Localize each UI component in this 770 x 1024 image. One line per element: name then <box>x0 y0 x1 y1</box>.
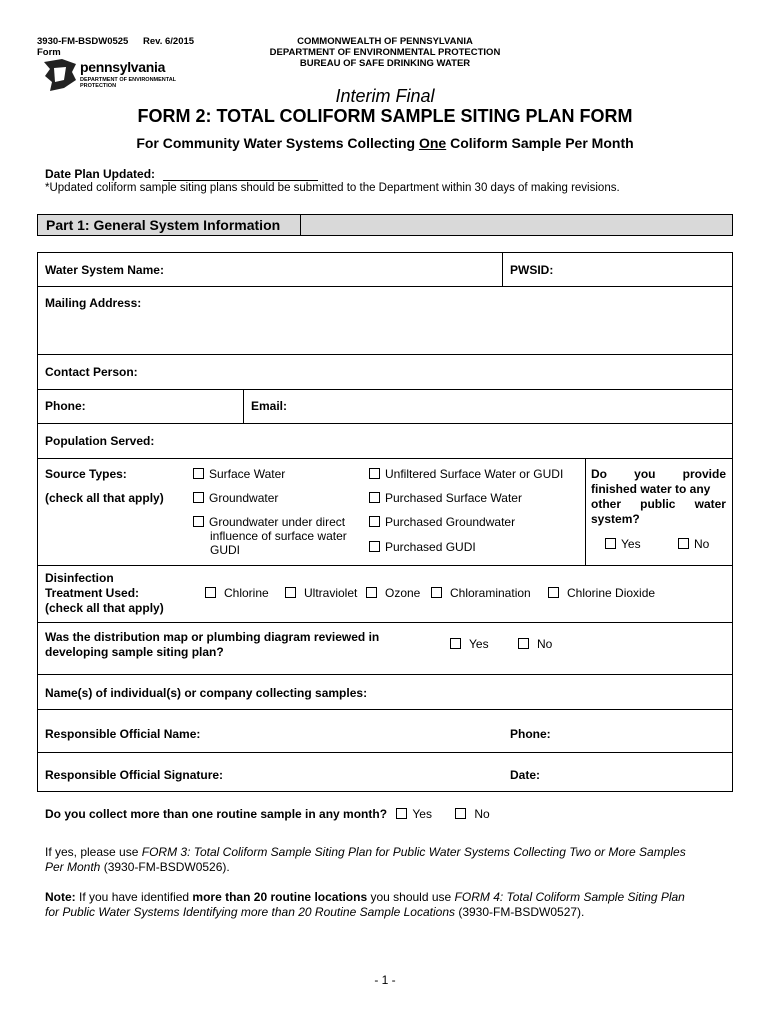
disinfection-label-2: Treatment Used: <box>45 586 140 600</box>
map-yes-checkbox[interactable] <box>450 638 461 649</box>
pwsid-label: PWSID: <box>510 263 554 277</box>
row-source-types-divider <box>585 459 586 566</box>
water-system-name-label: Water System Name: <box>45 263 164 277</box>
map-question <box>45 630 379 660</box>
provide-q-line2: finished water to any <box>591 482 711 496</box>
source-purchased-surface[interactable] <box>369 491 522 505</box>
provide-q-word1: Do <box>591 467 607 481</box>
mailing-address-field[interactable] <box>45 312 725 350</box>
provide-q-line1 <box>591 467 726 482</box>
source-gw-influence[interactable] <box>193 515 347 557</box>
email-label: Email: <box>251 399 288 413</box>
chlorine-dioxide-checkbox[interactable] <box>548 587 559 598</box>
date-plan-field[interactable] <box>163 180 318 181</box>
disinfection-ozone[interactable] <box>366 586 420 600</box>
disinfection-label-3: (check all that apply) <box>45 601 164 615</box>
provide-q-line3b: public <box>640 497 676 511</box>
gw-influence-text-1: Groundwater under direct <box>209 515 346 529</box>
official-phone-label: Phone: <box>510 727 551 741</box>
form-subtitle <box>0 135 770 151</box>
form-title: FORM 2: TOTAL COLIFORM SAMPLE SITING PLAN FORM <box>137 106 633 126</box>
unfiltered-text: Unfiltered Surface Water or GUDI <box>385 467 564 481</box>
pa-logo-dept-line2: PROTECTION <box>80 83 117 89</box>
gw-influence-text-2: influence of surface water <box>210 529 347 543</box>
ultraviolet-checkbox[interactable] <box>285 587 296 598</box>
form-code: 3930-FM-BSDW0525 <box>37 36 129 47</box>
date-plan-note: *Updated coliform sample siting plans should be submitted to the Department within 30 days of making revisions. <box>45 182 620 194</box>
more-samples-question: Do you collect more than one routine sample in any month? <box>45 807 388 821</box>
chloramination-checkbox[interactable] <box>431 587 442 598</box>
disinfection-label-1: Disinfection <box>45 571 114 585</box>
ozone-text: Ozone <box>385 586 421 600</box>
provide-q-line3a: other <box>591 497 621 511</box>
gw-influence-checkbox[interactable] <box>193 516 204 527</box>
provide-q-line3 <box>591 497 726 512</box>
map-question-line1: Was the distribution map or plumbing diagram reviewed in <box>45 630 380 644</box>
more-samples-yes[interactable] <box>396 807 432 821</box>
note-pre: If you have identified <box>75 890 193 904</box>
gw-influence-text-3: GUDI <box>210 543 240 557</box>
more-samples-row <box>45 807 490 821</box>
provide-no-checkbox[interactable] <box>678 538 689 549</box>
more-samples-no-text: No <box>474 807 490 821</box>
population-served-label: Population Served: <box>45 434 155 448</box>
note-bold: more than 20 routine locations <box>192 890 368 904</box>
map-reviewed-yes[interactable] <box>450 637 489 651</box>
purchased-ground-checkbox[interactable] <box>369 516 380 527</box>
more-samples-no[interactable] <box>455 807 489 821</box>
form-label: Form <box>37 47 61 58</box>
date-field[interactable] <box>548 757 726 789</box>
if-yes-paragraph <box>45 845 730 875</box>
row-phone-email-divider <box>243 390 244 424</box>
purchased-gudi-checkbox[interactable] <box>369 541 380 552</box>
pa-logo-dept-line1: DEPARTMENT OF ENVIRONMENTAL <box>80 77 177 83</box>
map-yes-text: Yes <box>469 637 489 651</box>
water-system-name-field[interactable] <box>170 256 496 282</box>
if-yes-form: FORM 3: Total Coliform Sample Siting Plan for Public Water Systems Collecting Two or More Samples <box>141 845 686 859</box>
provide-q-word3: provide <box>682 467 726 481</box>
map-question-line2: developing sample siting plan? <box>45 645 224 659</box>
more-samples-yes-checkbox[interactable] <box>396 808 407 819</box>
agency-block <box>260 36 510 69</box>
note-form-2: for Public Water Systems Identifying more than 20 Routine Sample Locations <box>45 905 455 919</box>
ozone-checkbox[interactable] <box>366 587 377 598</box>
note-mid: you should use <box>367 890 455 904</box>
source-purchased-gudi[interactable] <box>369 540 476 554</box>
chloramination-text: Chloramination <box>450 586 531 600</box>
if-yes-form-2: Per Month <box>45 860 101 874</box>
form-code-line <box>37 36 194 47</box>
part1-heading-bar <box>37 214 733 236</box>
page-number: - 1 - <box>374 973 396 987</box>
pwsid-field[interactable] <box>558 256 728 282</box>
purchased-ground-text: Purchased Groundwater <box>385 515 516 529</box>
phone-field[interactable] <box>92 393 237 421</box>
provide-q-line3c: water <box>694 497 726 511</box>
provide-yes-text: Yes <box>621 537 641 551</box>
contact-person-label: Contact Person: <box>45 365 138 379</box>
groundwater-checkbox[interactable] <box>193 492 204 503</box>
source-types-label: Source Types: <box>45 467 127 481</box>
provide-q-line4: system? <box>591 512 640 526</box>
map-no-text: No <box>537 637 553 651</box>
provide-water-question <box>591 467 726 527</box>
contact-person-field[interactable] <box>148 358 728 386</box>
provide-no-text: No <box>694 537 710 551</box>
provide-yes-checkbox[interactable] <box>605 538 616 549</box>
row-water-system-divider <box>502 252 503 287</box>
agency-line2: DEPARTMENT OF ENVIRONMENTAL PROTECTION <box>269 47 501 58</box>
disinfection-chlorine-dioxide[interactable] <box>548 586 655 600</box>
more-samples-yes-text: Yes <box>412 807 432 821</box>
source-surface-water[interactable] <box>193 467 285 481</box>
note-label: Note: <box>45 890 76 904</box>
form-status: Interim Final <box>335 86 435 106</box>
form-revision: Rev. 6/2015 <box>142 36 195 47</box>
groundwater-text: Groundwater <box>209 491 279 505</box>
map-no-checkbox[interactable] <box>518 638 529 649</box>
collectors-label: Name(s) of individual(s) or company collecting samples: <box>45 686 368 700</box>
agency-line3: BUREAU OF SAFE DRINKING WATER <box>299 58 471 69</box>
official-name-label: Responsible Official Name: <box>45 727 201 741</box>
disinfection-chlorine[interactable] <box>205 586 269 600</box>
official-phone-field[interactable] <box>556 714 726 748</box>
official-signature-label: Responsible Official Signature: <box>45 768 224 782</box>
email-field[interactable] <box>293 393 728 421</box>
surface-water-text: Surface Water <box>209 467 286 481</box>
purchased-surface-text: Purchased Surface Water <box>385 491 522 505</box>
chlorine-checkbox[interactable] <box>205 587 216 598</box>
source-types-hint: (check all that apply) <box>45 491 164 505</box>
source-groundwater[interactable] <box>193 491 278 505</box>
subtitle-post: Coliform Sample Per Month <box>446 135 634 151</box>
mailing-address-label: Mailing Address: <box>45 296 142 310</box>
collectors-field[interactable] <box>385 678 725 706</box>
disinfection-ultraviolet[interactable] <box>285 586 357 600</box>
if-yes-pre: If yes, please use <box>45 845 142 859</box>
disinfection-label <box>45 571 164 616</box>
population-served-field[interactable] <box>165 427 725 455</box>
part1-heading: Part 1: General System Information <box>38 215 301 235</box>
chlorine-dioxide-text: Chlorine Dioxide <box>567 586 656 600</box>
source-unfiltered[interactable] <box>369 467 563 481</box>
official-signature-field[interactable] <box>236 757 496 789</box>
pa-logo-text: pennsylvania <box>80 59 166 75</box>
provide-q-word2: you <box>634 467 656 481</box>
more-samples-no-checkbox[interactable] <box>455 808 466 819</box>
date-label: Date: <box>510 768 541 782</box>
note-paragraph <box>45 890 735 920</box>
note-form: FORM 4: Total Coliform Sample Siting Plan <box>454 890 685 904</box>
unfiltered-checkbox[interactable] <box>369 468 380 479</box>
purchased-gudi-text: Purchased GUDI <box>385 540 476 554</box>
purchased-surface-checkbox[interactable] <box>369 492 380 503</box>
chlorine-text: Chlorine <box>224 586 269 600</box>
official-name-field[interactable] <box>212 714 497 748</box>
subtitle-pre: For Community Water Systems Collecting <box>136 135 419 151</box>
date-plan-label: Date Plan Updated: <box>45 167 156 181</box>
note-code: (3930-FM-BSDW0527). <box>455 905 585 919</box>
surface-water-checkbox[interactable] <box>193 468 204 479</box>
ultraviolet-text: Ultraviolet <box>304 586 358 600</box>
subtitle-emph: One <box>418 135 447 151</box>
disinfection-chloramination[interactable] <box>431 586 531 600</box>
provide-water-yes[interactable] <box>605 537 641 551</box>
if-yes-code: (3930-FM-BSDW0526). <box>100 860 230 874</box>
phone-label: Phone: <box>45 399 86 413</box>
map-reviewed-no[interactable] <box>518 637 552 651</box>
provide-water-no[interactable] <box>678 537 709 551</box>
agency-line1: COMMONWEALTH OF PENNSYLVANIA <box>297 36 473 47</box>
source-purchased-ground[interactable] <box>369 515 515 529</box>
